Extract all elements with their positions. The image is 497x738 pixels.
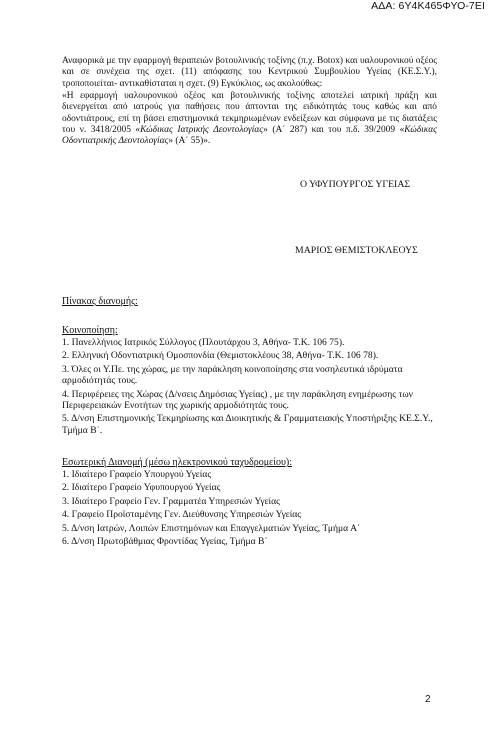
list-item: 3. Όλες οι Υ.Πε. της χώρας, με την παράκληση κοινοποίησης στα νοσηλευτικά ιδρύματα αρμοδιότητάς τους. bbox=[62, 363, 403, 387]
internal-distribution-heading: Εσωτερική Διανομή (μέσω ηλεκτρονικού ταχυδρομείου): bbox=[62, 457, 292, 468]
list-item: 4. Γραφείο Προϊσταμένης Γεν. Διεύθυνσης Υπηρεσιών Υγείας bbox=[62, 509, 302, 521]
list-item: 4. Περιφέρειες της Χώρας (Δ/νσεις Δημόσιας Υγείας) , με την παράκληση ενημέρωσης των Περιφερειακών Ενοτήτων της χωρικής αρμοδιότητάς τους. bbox=[62, 388, 413, 412]
notification-list bbox=[62, 337, 442, 438]
page-number: 2 bbox=[425, 694, 431, 705]
signatory-name: ΜΑΡΙΟΣ ΘΕΜΙΣΤΟΚΛΕΟΥΣ bbox=[295, 245, 418, 256]
internal-distribution-list bbox=[62, 469, 442, 549]
list-item: 1. Πανελλήνιος Ιατρικός Σύλλογος (Πλουτάρχου 3, Αθήνα- Τ.Κ. 106 75). bbox=[62, 337, 345, 348]
list-item: 2. Ελληνική Οδοντιατρική Ομοσπονδία (Θεμιστοκλέους 38, Αθήνα- Τ.Κ. 106 78). bbox=[62, 350, 379, 362]
intro-paragraph: Αναφορικά με την εφαρμογή θεραπειών βοτουλινικής τοξίνης (π.χ. Botox) και υαλουρονικού οξέος και σε συνέχεια της σχετ. (11) απόφασης του Κεντρικού Συμβουλίου Υγείας (ΚΕ.Σ.Υ.), τροποποιείται- αντικαθίσταται η σχετ. (9) Εγκύκλιος, ως ακολούθως: bbox=[62, 56, 437, 89]
list-item: 2. Ιδιαίτερο Γραφείο Υφυπουργού Υγείας bbox=[62, 482, 221, 494]
list-item: 3. Ιδιαίτερο Γραφείο Γεν. Γραμματέα Υπηρεσιών Υγείας bbox=[62, 495, 280, 507]
amendment-text-a: «Η εφαρμογή υαλουρονικού οξέος και βοτουλινικής τοξίνης αποτελεί ιατρική πράξη και διενεργείται από ιατρούς για παθήσεις που άπτονται της ειδικότητάς τους καθώς και από οδοντιάτρους, επί τη βάσει επιστημονικά τεκμηριωμένων ενδείξεων και σύμφωνα με τις διατάξεις του ν. 3418/2005 « bbox=[62, 91, 437, 135]
dental-code-title: Κώδικας Οδοντιατρικής Δεοντολογίας bbox=[62, 124, 437, 147]
list-item: 6. Δ/νση Πρωτοβάθμιας Φροντίδας Υγείας, Τμήμα Β΄ bbox=[62, 536, 268, 548]
medical-code-title: Κώδικας Ιατρικής Δεοντολογίας bbox=[140, 124, 264, 135]
ada-code: ΑΔΑ: 6Υ4Κ465ΦΥΟ-7ΕΙ bbox=[371, 0, 485, 12]
amendment-text-b: » (Α΄ 287) και του π.δ. 39/2009 « bbox=[263, 124, 405, 135]
notification-heading: Κοινοποίηση: bbox=[62, 325, 118, 336]
list-item: 1. Ιδιαίτερο Γραφείο Υπουργού Υγείας bbox=[62, 469, 212, 480]
list-item: 5. Δ/νση Επιστημονικής Τεκμηρίωσης και Διοικητικής & Γραμματειακής Υποστήριξης ΚΕ.Σ.Υ., Τμήμα Β΄. bbox=[62, 413, 433, 436]
signatory-title: Ο ΥΦΥΠΟΥΡΓΟΣ ΥΓΕΙΑΣ bbox=[300, 179, 411, 190]
amendment-text-c: » (Α΄ 55)». bbox=[168, 136, 211, 147]
distribution-heading: Πίνακας διανομής: bbox=[62, 296, 138, 307]
list-item: 5. Δ/νση Ιατρών, Λοιπών Επιστημόνων και Επαγγελματιών Υγείας, Τμήμα Α΄ bbox=[62, 522, 361, 534]
amendment-paragraph bbox=[62, 91, 437, 147]
